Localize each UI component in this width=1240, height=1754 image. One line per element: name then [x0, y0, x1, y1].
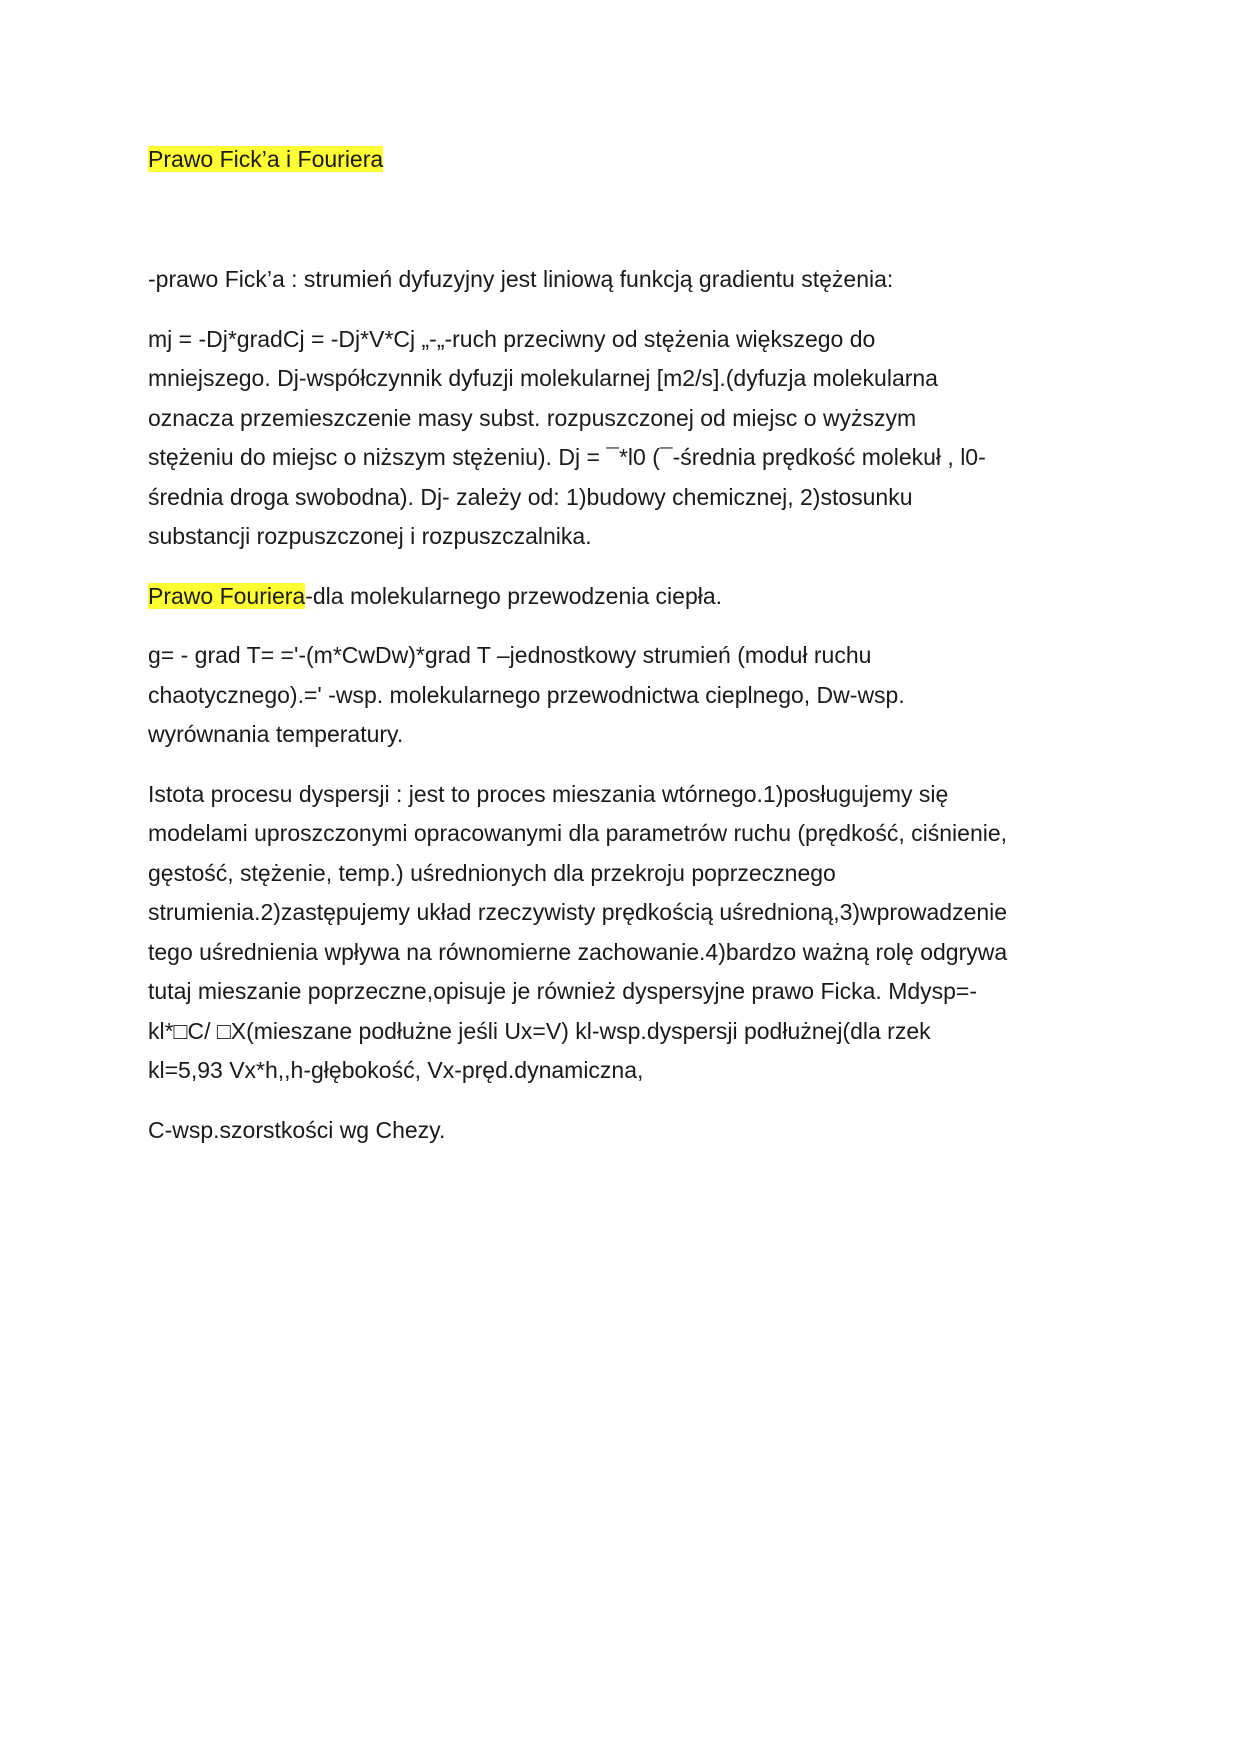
fick-intro-paragraph	[148, 260, 1018, 300]
text-line: kl*□C/ □X(mieszane podłużne jeśli Ux=V) kl-wsp.dyspersji podłużnej(dla rzek	[148, 1017, 931, 1044]
fourier-law-paragraph	[148, 636, 1018, 755]
chezy-paragraph	[148, 1111, 1018, 1151]
text-line: chaotycznego).=' -wsp. molekularnego przewodnictwa cieplnego, Dw-wsp.	[148, 681, 905, 708]
text-line: g= - grad T= ='-(m*CwDw)*grad T –jednostkowy strumień (moduł ruchu	[148, 642, 872, 668]
fick-intro-line: -prawo Fick’a : strumień dyfuzyjny jest liniową funkcją gradientu stężenia:	[148, 266, 894, 292]
fourier-heading-line	[148, 577, 1018, 617]
text-line: gęstość, stężenie, temp.) uśrednionych dla przekroju poprzecznego	[148, 859, 836, 886]
text-line: wyrównania temperatury.	[148, 721, 404, 747]
chezy-line: C-wsp.szorstkości wg Chezy.	[148, 1116, 446, 1143]
fourier-heading-highlight: Prawo Fouriera	[148, 582, 306, 609]
text-line: strumienia.2)zastępujemy układ rzeczywisty prędkością uśrednioną,3)wprowadzenie	[148, 899, 1008, 925]
text-line: tego uśrednienia wpływa na równomierne zachowanie.4)bardzo ważną rolę odgrywa	[148, 938, 1008, 965]
text-line: Istota procesu dyspersji : jest to proces mieszania wtórnego.1)posługujemy się	[148, 780, 949, 807]
fick-law-paragraph	[148, 320, 1018, 557]
text-line: oznacza przemieszczenie masy subst. rozpuszczonej od miejsc o wyższym	[148, 404, 917, 431]
text-line: mniejszego. Dj-współczynnik dyfuzji molekularnej [m2/s].(dyfuzja molekularna	[148, 365, 938, 391]
text-line: średnia droga swobodna). Dj- zależy od: 1)budowy chemicznej, 2)stosunku	[148, 483, 913, 510]
text-line: kl=5,93 Vx*h,,h-głębokość, Vx-pręd.dynamiczna,	[148, 1057, 644, 1083]
text-line: mj = -Dj*gradCj = -Dj*V*Cj „-„-ruch przeciwny od stężenia większego do	[148, 325, 876, 352]
text-line: modelami uproszczonymi opracowanymi dla parametrów ruchu (prędkość, ciśnienie,	[148, 820, 1008, 846]
text-line: substancji rozpuszczonej i rozpuszczalnika.	[148, 523, 592, 549]
text-line: stężeniu do miejsc o niższym stężeniu). Dj = ¯*l0 (¯-średnia prędkość molekuł , l0-	[148, 444, 986, 470]
title-highlight: Prawo Fick’a i Fouriera	[148, 146, 384, 172]
text-line: tutaj mieszanie poprzeczne,opisuje je również dyspersyjne prawo Ficka. Mdysp=-	[148, 978, 978, 1004]
document-title	[148, 144, 1018, 174]
dispersion-paragraph	[148, 775, 1018, 1091]
document-content	[148, 144, 1018, 1150]
fourier-heading-rest: -dla molekularnego przewodzenia ciepła.	[305, 582, 723, 609]
fourier-heading-paragraph	[148, 577, 1018, 617]
